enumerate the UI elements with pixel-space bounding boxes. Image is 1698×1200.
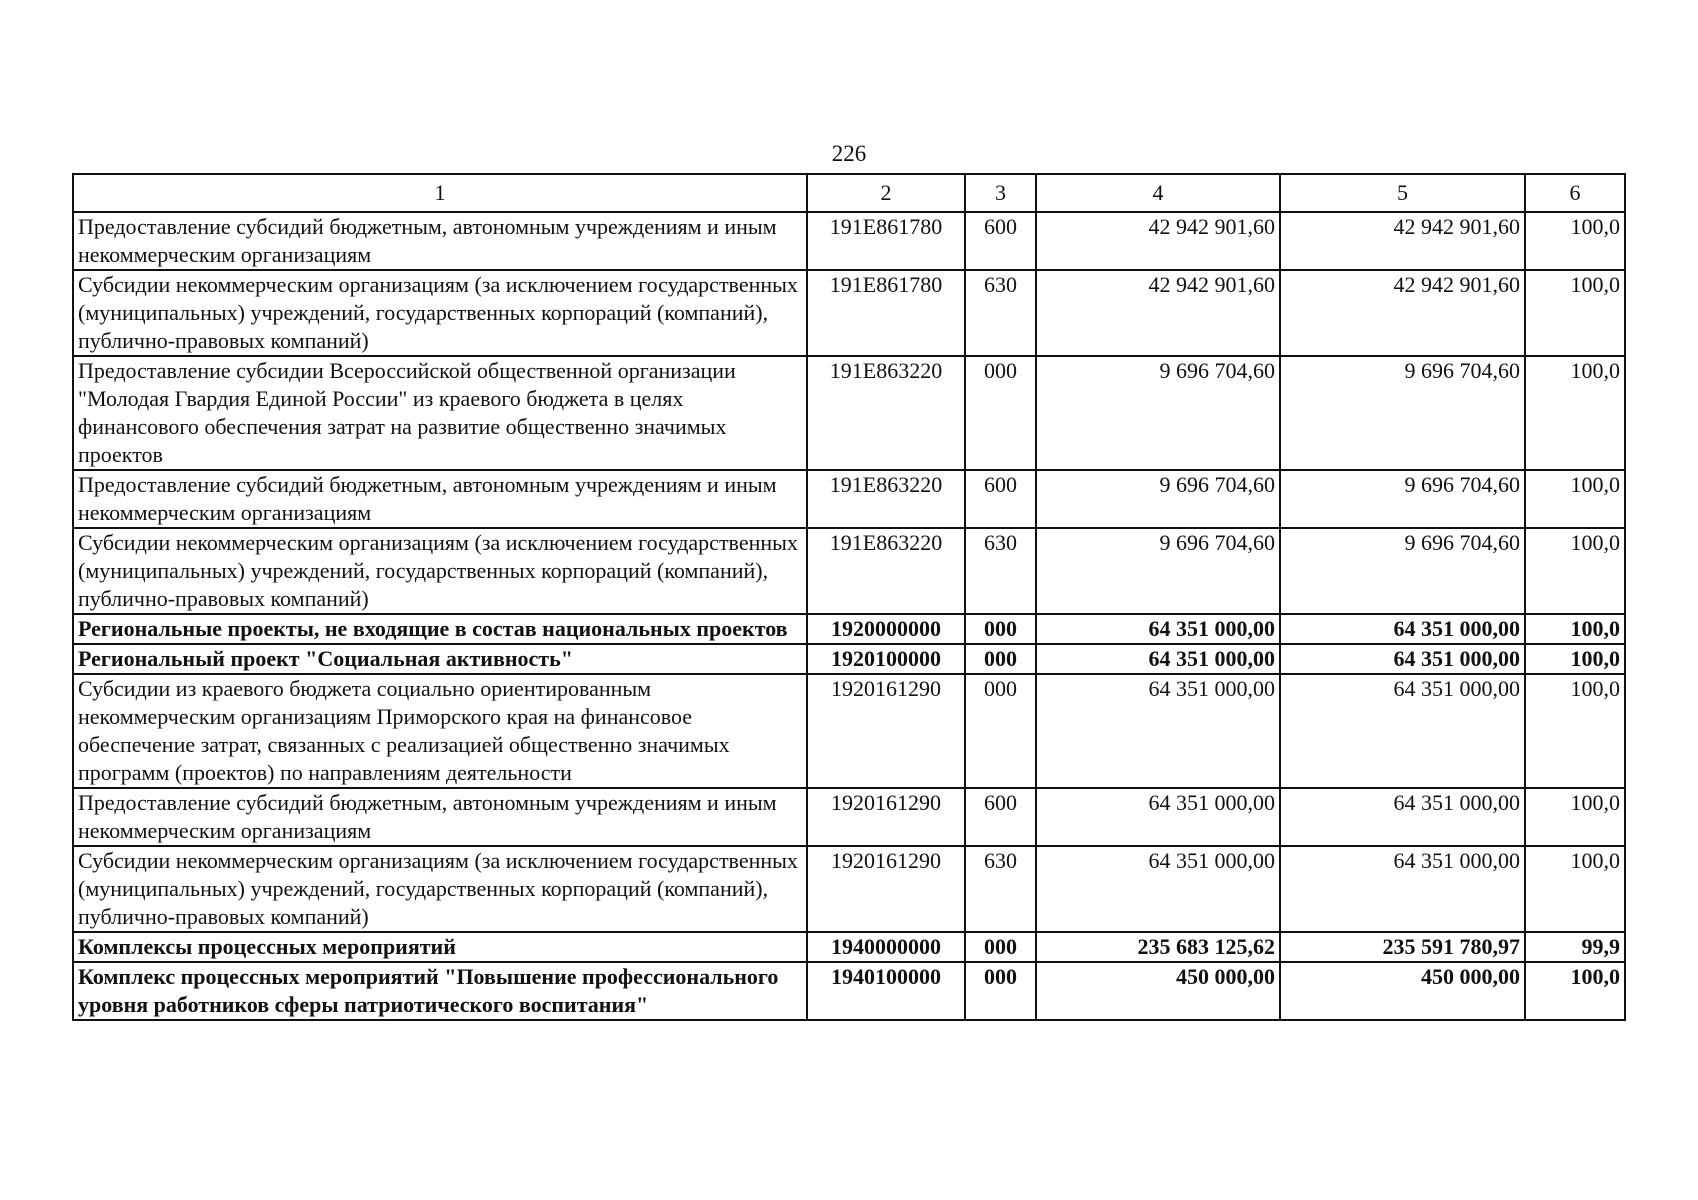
row-plan-amount: 64 351 000,00 xyxy=(1036,788,1280,846)
row-plan-amount: 450 000,00 xyxy=(1036,962,1280,1020)
row-fact-amount: 64 351 000,00 xyxy=(1280,846,1525,932)
column-header-3: 3 xyxy=(965,174,1036,212)
table-row xyxy=(73,528,1625,614)
column-header-2: 2 xyxy=(807,174,965,212)
row-description: Субсидии некоммерческим организациям (за исключением государственных (муниципальных) учреждений, государственных корпораций (компаний), публично-правовых компаний) xyxy=(73,846,807,932)
row-percent: 100,0 xyxy=(1525,674,1625,788)
row-code: 1920161290 xyxy=(807,674,965,788)
row-description: Комплексы процессных мероприятий xyxy=(73,932,807,962)
row-code: 1940100000 xyxy=(807,962,965,1020)
row-expense-type: 000 xyxy=(965,674,1036,788)
row-percent: 100,0 xyxy=(1525,212,1625,270)
row-percent: 100,0 xyxy=(1525,846,1625,932)
row-fact-amount: 42 942 901,60 xyxy=(1280,270,1525,356)
row-expense-type: 000 xyxy=(965,962,1036,1020)
row-description: Субсидии из краевого бюджета социально ориентированным некоммерческим организациям Приморского края на финансовое обеспечение затрат, связанных с реализацией общественно значимых программ (проектов) по направлениям деятельности xyxy=(73,674,807,788)
row-fact-amount: 235 591 780,97 xyxy=(1280,932,1525,962)
row-fact-amount: 9 696 704,60 xyxy=(1280,528,1525,614)
row-fact-amount: 64 351 000,00 xyxy=(1280,644,1525,674)
row-expense-type: 630 xyxy=(965,528,1036,614)
row-expense-type: 600 xyxy=(965,212,1036,270)
row-percent: 100,0 xyxy=(1525,270,1625,356)
table-row xyxy=(73,356,1625,470)
row-plan-amount: 9 696 704,60 xyxy=(1036,528,1280,614)
row-percent: 100,0 xyxy=(1525,788,1625,846)
row-plan-amount: 64 351 000,00 xyxy=(1036,674,1280,788)
row-description: Региональный проект "Социальная активность" xyxy=(73,644,807,674)
row-description: Предоставление субсидий бюджетным, автономным учреждениям и иным некоммерческим организациям xyxy=(73,212,807,270)
row-description: Региональные проекты, не входящие в состав национальных проектов xyxy=(73,614,807,644)
row-percent: 100,0 xyxy=(1525,470,1625,528)
column-header-6: 6 xyxy=(1525,174,1625,212)
table-row xyxy=(73,788,1625,846)
row-description: Предоставление субсидии Всероссийской общественной организации "Молодая Гвардия Единой России" из краевого бюджета в целях финансового обеспечения затрат на развитие общественно значимых проектов xyxy=(73,356,807,470)
page-number: 226 xyxy=(831,141,867,166)
column-header-1: 1 xyxy=(73,174,807,212)
row-expense-type: 000 xyxy=(965,932,1036,962)
row-fact-amount: 9 696 704,60 xyxy=(1280,470,1525,528)
row-fact-amount: 64 351 000,00 xyxy=(1280,788,1525,846)
row-percent: 99,9 xyxy=(1525,932,1625,962)
table-row xyxy=(73,270,1625,356)
row-code: 191E863220 xyxy=(807,528,965,614)
column-header-4: 4 xyxy=(1036,174,1280,212)
row-code: 1940000000 xyxy=(807,932,965,962)
row-code: 1920161290 xyxy=(807,788,965,846)
row-code: 191E863220 xyxy=(807,356,965,470)
row-plan-amount: 9 696 704,60 xyxy=(1036,356,1280,470)
row-fact-amount: 450 000,00 xyxy=(1280,962,1525,1020)
row-code: 1920100000 xyxy=(807,644,965,674)
row-description: Предоставление субсидий бюджетным, автономным учреждениям и иным некоммерческим организациям xyxy=(73,788,807,846)
row-expense-type: 000 xyxy=(965,356,1036,470)
row-fact-amount: 64 351 000,00 xyxy=(1280,614,1525,644)
row-percent: 100,0 xyxy=(1525,356,1625,470)
table-row xyxy=(73,846,1625,932)
row-expense-type: 600 xyxy=(965,788,1036,846)
row-code: 1920000000 xyxy=(807,614,965,644)
column-header-5: 5 xyxy=(1280,174,1525,212)
row-description: Предоставление субсидий бюджетным, автономным учреждениям и иным некоммерческим организациям xyxy=(73,470,807,528)
row-code: 191E861780 xyxy=(807,270,965,356)
table-row xyxy=(73,644,1625,674)
row-plan-amount: 64 351 000,00 xyxy=(1036,614,1280,644)
row-plan-amount: 9 696 704,60 xyxy=(1036,470,1280,528)
row-percent: 100,0 xyxy=(1525,614,1625,644)
table-row xyxy=(73,674,1625,788)
row-description: Комплекс процессных мероприятий "Повышение профессионального уровня работников сферы патриотического воспитания" xyxy=(73,962,807,1020)
row-code: 191E861780 xyxy=(807,212,965,270)
row-fact-amount: 64 351 000,00 xyxy=(1280,674,1525,788)
table-row xyxy=(73,962,1625,1020)
row-fact-amount: 42 942 901,60 xyxy=(1280,212,1525,270)
row-plan-amount: 42 942 901,60 xyxy=(1036,270,1280,356)
row-code: 191E863220 xyxy=(807,470,965,528)
table-row xyxy=(73,470,1625,528)
row-expense-type: 000 xyxy=(965,614,1036,644)
row-code: 1920161290 xyxy=(807,846,965,932)
row-expense-type: 000 xyxy=(965,644,1036,674)
budget-table xyxy=(72,173,1626,1021)
table-row xyxy=(73,212,1625,270)
row-percent: 100,0 xyxy=(1525,528,1625,614)
row-description: Субсидии некоммерческим организациям (за исключением государственных (муниципальных) учреждений, государственных корпораций (компаний), публично-правовых компаний) xyxy=(73,528,807,614)
row-plan-amount: 42 942 901,60 xyxy=(1036,212,1280,270)
row-expense-type: 600 xyxy=(965,470,1036,528)
row-expense-type: 630 xyxy=(965,270,1036,356)
table-row xyxy=(73,614,1625,644)
row-fact-amount: 9 696 704,60 xyxy=(1280,356,1525,470)
row-plan-amount: 235 683 125,62 xyxy=(1036,932,1280,962)
row-plan-amount: 64 351 000,00 xyxy=(1036,644,1280,674)
row-description: Субсидии некоммерческим организациям (за исключением государственных (муниципальных) учреждений, государственных корпораций (компаний), публично-правовых компаний) xyxy=(73,270,807,356)
row-percent: 100,0 xyxy=(1525,644,1625,674)
row-percent: 100,0 xyxy=(1525,962,1625,1020)
table-row xyxy=(73,932,1625,962)
row-expense-type: 630 xyxy=(965,846,1036,932)
row-plan-amount: 64 351 000,00 xyxy=(1036,846,1280,932)
table-header-row xyxy=(73,174,1625,212)
